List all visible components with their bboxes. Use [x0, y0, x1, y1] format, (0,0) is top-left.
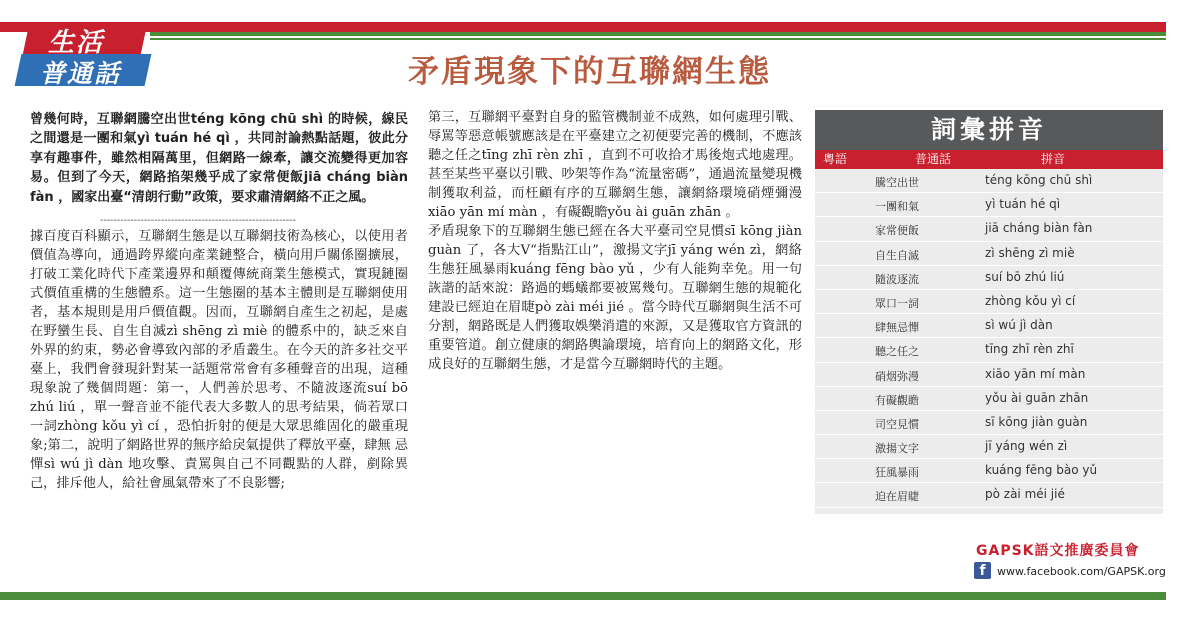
- page-title: 矛盾現象下的互聯網生態: [408, 54, 771, 90]
- vocab-pinyin: téng kōng chū shì: [985, 173, 1093, 187]
- article-paragraph-2: 第三，互聯網平臺對自身的監管機制並不成熟，如何處理引戰、辱罵等惡意帳號應該是在平臺建立之初便要完善的機制，不應該聽之任之tīng zhī rèn zhī ，直到不可收拾才馬後炮式地處理。甚至某些平臺以引戰、吵架等作為“流量密碼”，通過流量變現機制獲取利益，而枉顧有序的互聯網生態，讓網絡環境硝煙彌漫xiāo yān mí màn ，有礙觀瞻yǒu ài guān zhān 。: [428, 110, 802, 220]
- vocab-row: [815, 242, 1163, 266]
- vocab-word: 狂風暴雨: [875, 466, 919, 480]
- vocab-pinyin: suí bō zhú liú: [985, 269, 1065, 284]
- vocab-word: 肆無忌憚: [875, 321, 919, 335]
- organization-name: GAPSK語文推廣委員會: [976, 543, 1140, 559]
- vocab-row: [815, 435, 1163, 459]
- vocabulary-title: 詞彙拼音: [815, 110, 1163, 150]
- column-header-pinyin: 拼音: [1041, 152, 1066, 166]
- vocab-pinyin: pò zài méi jié: [985, 487, 1065, 502]
- article-lead: 曾幾何時，互聯網騰空出世téng kōng chū shì 的時候，線民之間還是一團和氣yì tuán hé qì ，共同討論熱點話題，彼此分享有趣事件，雖然相隔萬里，但網路一線牽，讓交流變得更加容易。但到了今天，網路掐架幾乎成了家常便飯jiā cháng biàn fàn ，國家出臺“清朗行動”政策，要求肅清網絡不正之風。: [30, 112, 408, 205]
- column-header-cantonese: 粵語: [823, 152, 848, 166]
- vocab-word: 隨波逐流: [875, 272, 919, 286]
- vocab-row: [815, 387, 1163, 411]
- facebook-icon[interactable]: f: [974, 562, 991, 579]
- vocab-row: [815, 266, 1163, 290]
- vocab-pinyin: sī kōng jiàn guàn: [985, 414, 1088, 429]
- vocab-word: 一團和氣: [875, 200, 919, 214]
- vocab-pinyin: xiāo yān mí màn: [985, 366, 1086, 381]
- vocab-row: [815, 459, 1163, 483]
- vocab-row: [815, 217, 1163, 241]
- vocab-pinyin: zhòng kǒu yì cí: [985, 293, 1076, 308]
- vocab-word: 司空見慣: [875, 417, 919, 431]
- facebook-url-link[interactable]: www.facebook.com/GAPSK.org: [997, 565, 1166, 578]
- vocab-row: [815, 290, 1163, 314]
- article-paragraph-1: 據百度百科顯示，互聯網生態是以互聯網技術為核心，以使用者價值為導向，通過跨界縱向產業鏈整合，橫向用戶關係圈擴展，打破工業化時代下產業邊界和顛覆傳統商業生態模式，實現鏈圈式價值重構的生態體系。這一生態圈的基本主體則是互聯網使用者，基本規則是用戶價值觀。因而，互聯網自產生之初起，是處在野蠻生長、自生自滅zì shēng zì miè 的體系中的，缺乏來自外界的約束，勢必會導致內部的矛盾叢生。在今天的許多社交平臺上，我們會發現針對某一話題常常會有多種聲音的出現，這種現象說了幾個問題：第一，人們善於思考、不隨波逐流suí bō zhú liú ，單一聲音並不能代表大多數人的思考結果，倘若眾口一詞zhòng kǒu yì cí ，恐怕折射的便是大眾思維固化的嚴重現象;第二，說明了網路世界的無序給戾氣提供了釋放平臺，肆無 忌憚sì wú jì dàn 地攻擊、責罵與自己不同觀點的人群，剷除異己，排斥他人，給社會風氣帶來了不良影響;: [30, 229, 408, 492]
- column-header-mandarin: 普通話: [915, 152, 952, 166]
- header-green-bar-thin: [150, 38, 1166, 40]
- vocab-row: [815, 314, 1163, 338]
- header-green-bar: [150, 32, 1166, 36]
- header-red-bar: [0, 22, 1166, 32]
- vocab-row: [815, 193, 1163, 217]
- logo-text-line2: 普通話: [40, 59, 122, 88]
- vocab-row: [815, 411, 1163, 435]
- vocab-pinyin: kuáng fēng bào yǔ: [985, 463, 1098, 478]
- logo-text-line1: 生活: [48, 28, 105, 58]
- vocab-row: [815, 363, 1163, 387]
- vocab-row: [815, 169, 1163, 193]
- vocab-row: [815, 338, 1163, 362]
- article-column-1: [30, 110, 408, 493]
- vocab-pinyin: zì shēng zì miè: [985, 245, 1075, 260]
- article-column-2: [428, 108, 802, 374]
- vocab-word: 聽之任之: [875, 345, 919, 359]
- article-paragraph-3: 矛盾現象下的互聯網生態已經在各大平臺司空見慣sī kōng jiàn guàn 了，各大V“指點江山”，激揚文字jī yáng wén zì，網絡生態狂風暴雨kuáng fēng bào yǔ ，少有人能夠幸免。用一句詼諧的話來說：路過的螞蟻都要被罵幾句。互聯網生態的規範化建設已經迫在眉睫pò zài méi jié 。當今時代互聯網與生活不可分割，網路既是人們獲取娛樂消遣的來源，又是獲取官方資訊的重要管道。創立健康的網路輿論環境，培育向上的網路文化，形成良好的互聯網生態，才是當今互聯網時代的主題。: [428, 224, 802, 372]
- vocab-word: 硝烟弥漫: [875, 369, 919, 383]
- vocab-pinyin: sì wú jì dàn: [985, 318, 1053, 333]
- vocab-word: 迫在眉睫: [875, 490, 919, 504]
- divider: ----------------------------------------------------------: [100, 215, 296, 226]
- vocabulary-column-headers: [815, 150, 1163, 169]
- vocab-word: 騰空出世: [875, 176, 919, 189]
- vocab-word: 家常便飯: [875, 224, 919, 238]
- vocab-word: 有礙觀瞻: [875, 393, 919, 407]
- vocab-word: 眾口一詞: [875, 296, 919, 310]
- vocab-pinyin: tīng zhī rèn zhī: [985, 342, 1074, 357]
- vocabulary-list: [815, 169, 1163, 508]
- vocab-pinyin: jiā cháng biàn fàn: [985, 221, 1093, 236]
- vocabulary-panel: [815, 110, 1163, 514]
- vocab-word: 自生自滅: [875, 248, 919, 262]
- vocab-pinyin: yǒu ài guān zhān: [985, 390, 1089, 405]
- vocab-pinyin: jī yáng wén zì: [985, 439, 1068, 454]
- vocab-row: [815, 483, 1163, 507]
- vocab-word: 激揚文字: [875, 442, 919, 456]
- vocab-pinyin: yì tuán hé qì: [985, 197, 1061, 212]
- footer-green-bar: [0, 592, 1166, 600]
